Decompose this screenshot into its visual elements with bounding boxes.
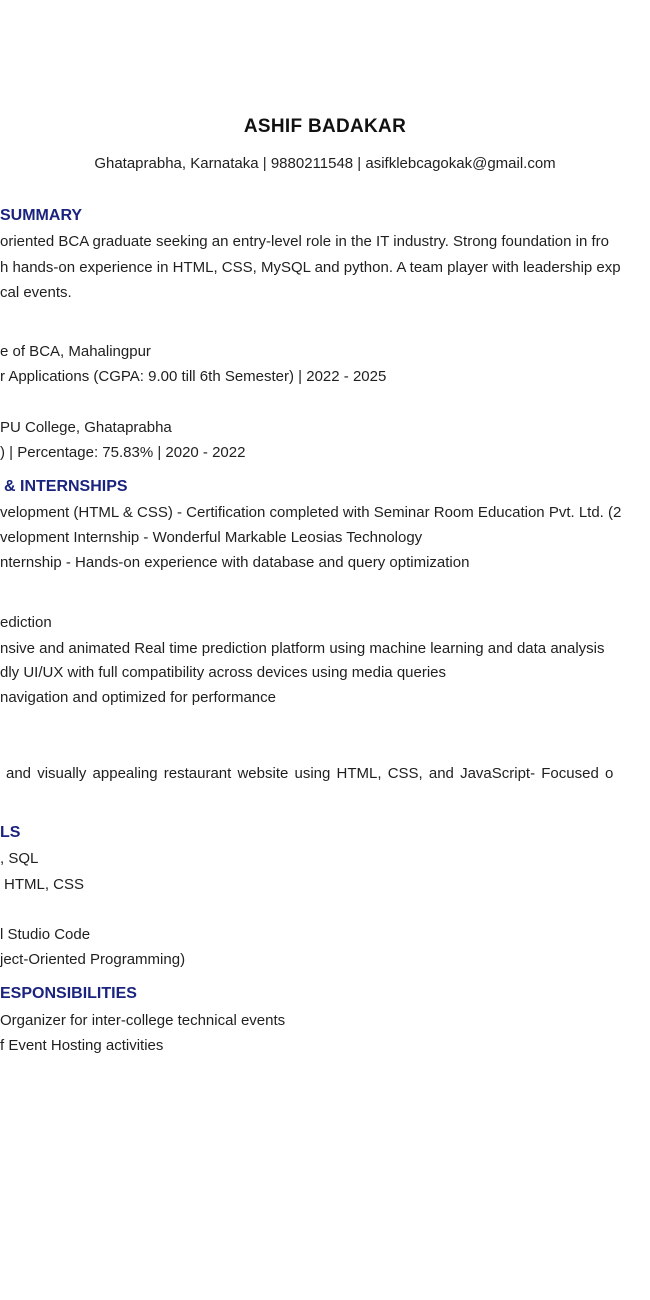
project-1-title: ediction [0,614,52,631]
responsibility-item-1: Organizer for inter-college technical events [0,1012,286,1029]
project-2-point-1: and visually appealing restaurant website using HTML, CSS, and JavaScript- Focused o [6,765,614,782]
skills-line-4: ject-Oriented Programming) [0,951,186,968]
skills-line-2: HTML, CSS [4,876,85,893]
education-institution-2: PU College, Ghataprabha [0,419,172,436]
education-details-1: r Applications (CGPA: 9.00 till 6th Semester) | 2022 - 2025 [0,368,387,385]
summary-line-2: h hands-on experience in HTML, CSS, MySQL and python. A team player with leadership exp [0,259,621,276]
education-institution-1: e of BCA, Mahalingpur [0,343,151,360]
skills-line-3: l Studio Code [0,926,91,943]
responsibilities-heading: ESPONSIBILITIES [0,985,137,1002]
certification-item-3: nternship - Hands-on experience with database and query optimization [0,554,470,571]
certifications-heading: & INTERNSHIPS [4,478,128,495]
summary-heading: SUMMARY [0,207,83,224]
responsibility-item-2: f Event Hosting activities [0,1037,164,1054]
project-1-point-3: navigation and optimized for performance [0,689,276,706]
education-details-2: ) | Percentage: 75.83% | 2020 - 2022 [0,444,246,461]
project-1-point-1: nsive and animated Real time prediction platform using machine learning and data analysis [0,640,605,657]
certification-item-2: velopment Internship - Wonderful Markable Leosias Technology [0,529,423,546]
contact-info: Ghataprabha, Karnataka | 9880211548 | asifklebcagokak@gmail.com [94,155,556,172]
resume-name: ASHIF BADAKAR [243,116,407,137]
project-1-point-2: dly UI/UX with full compatibility across devices using media queries [0,664,447,681]
summary-line-1: oriented BCA graduate seeking an entry-level role in the IT industry. Strong foundation in fro [0,233,609,250]
skills-line-1: , SQL [0,850,39,867]
summary-line-3: cal events. [0,284,72,301]
skills-heading: LS [0,824,21,841]
certification-item-1: velopment (HTML & CSS) - Certification completed with Seminar Room Education Pvt. Ltd. (2 [0,504,622,521]
